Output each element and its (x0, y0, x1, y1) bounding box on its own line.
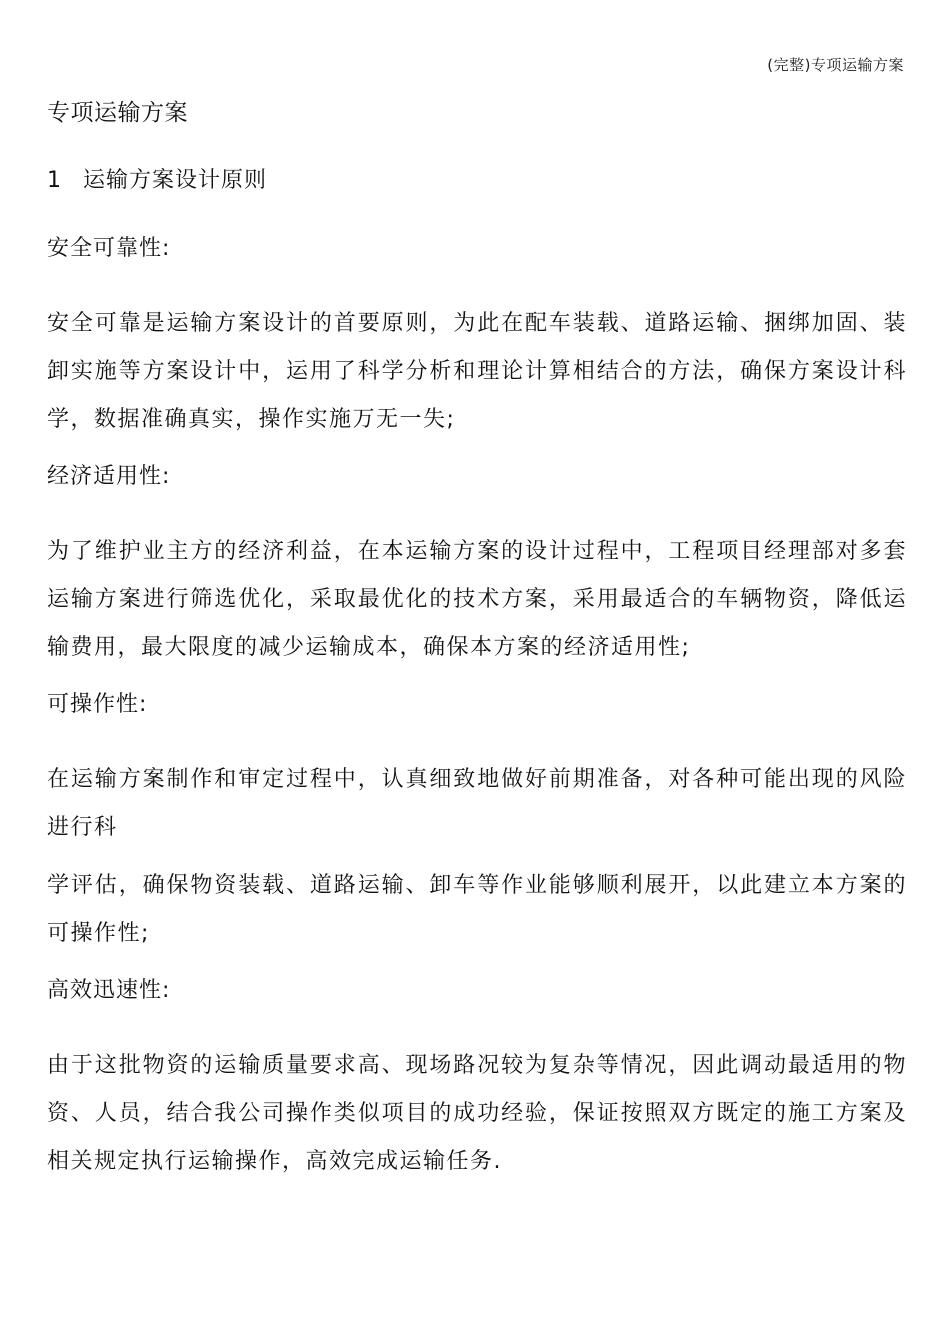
principle-text-operability-part1: 在运输方案制作和审定过程中，认真细致地做好前期准备，对各种可能出现的风险进行科 (47, 767, 907, 840)
principle-text-economy: 为了维护业主方的经济利益，在本运输方案的设计过程中，工程项目经理部对多套运输方案进行筛选优化，采取最优化的技术方案，采用最适合的车辆物资，降低运输费用，最大限度的减少运输成本，确保本方案的经济适用性; (47, 539, 907, 660)
principle-label-operability: 可操作性: (47, 692, 148, 717)
running-header: (完整)专项运输方案 (767, 56, 904, 74)
principle-text-safety: 安全可靠是运输方案设计的首要原则，为此在配车装载、道路运输、捆绑加固、装卸实施等方案设计中，运用了科学分析和理论计算相结合的方法，确保方案设计科学，数据准确真实，操作实施万无一失; (47, 311, 907, 432)
section-title: 运输方案设计原则 (83, 168, 268, 193)
principle-text-efficiency: 由于这批物资的运输质量要求高、现场路况较为复杂等情况，因此调动最适用的物资、人员，结合我公司操作类似项目的成功经验，保证按照双方既定的施工方案及相关规定执行运输操作，高效完成运输任务. (47, 1053, 907, 1174)
principle-text-operability-part2: 学评估，确保物资装载、道路运输、卸车等作业能够顺利展开，以此建立本方案的可操作性; (47, 873, 907, 946)
principle-label-economy: 经济适用性: (47, 464, 171, 489)
section-number: 1 (47, 168, 62, 193)
principle-label-safety: 安全可靠性: (47, 236, 171, 261)
section-heading (47, 164, 907, 198)
document-body (47, 96, 907, 1202)
principle-label-efficiency: 高效迅速性: (47, 978, 171, 1003)
document-title: 专项运输方案 (47, 100, 188, 126)
